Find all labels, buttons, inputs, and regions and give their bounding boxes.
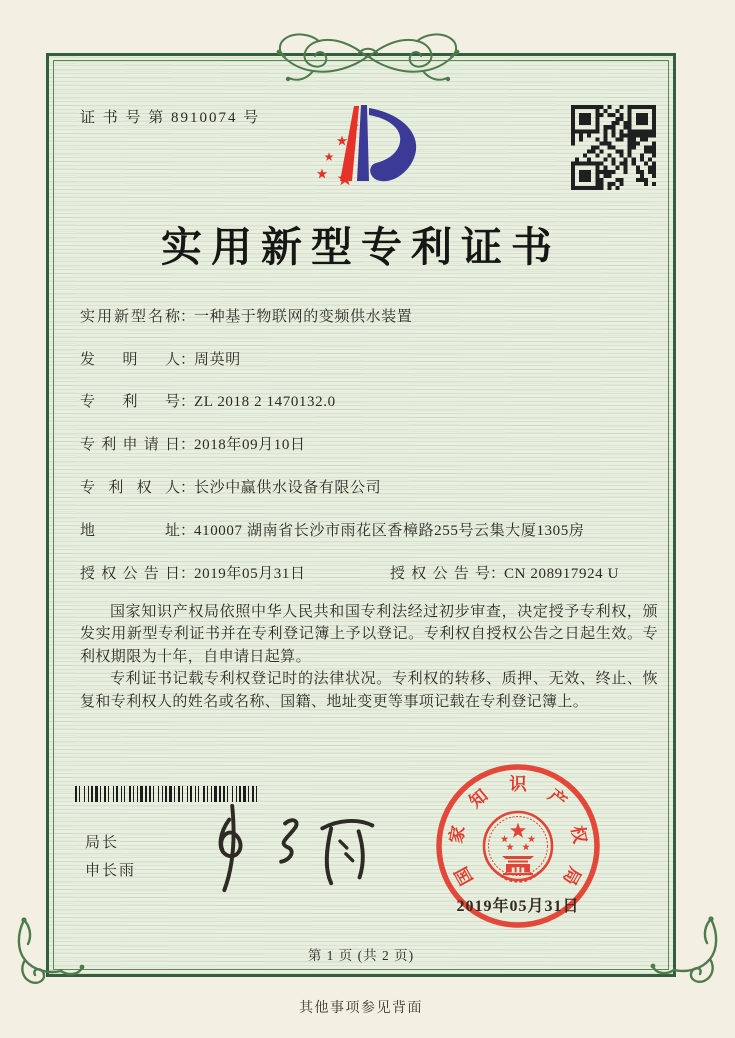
field-value: 周英明 bbox=[194, 352, 241, 368]
svg-text:产: 产 bbox=[544, 784, 571, 812]
field-row-invention-name bbox=[80, 305, 412, 326]
top-center-flourish-ornament bbox=[258, 27, 478, 85]
field-colon: ： bbox=[180, 437, 196, 453]
certificate-title: 实用新型专利证书 bbox=[161, 224, 561, 270]
field-label: 发明人 bbox=[80, 352, 180, 368]
field-colon: ： bbox=[180, 352, 196, 368]
legal-paragraph-1: 国家知识产权局依照中华人民共和国专利法经过初步审查，决定授予专利权，颁发实用新型专利证书并在专利登记簿上予以登记。专利权自授权公告之日起生效。专利权期限为十年，自申请日起算。 bbox=[80, 604, 658, 665]
seal-date: 2019年05月31日 bbox=[456, 898, 580, 915]
svg-text:家: 家 bbox=[445, 824, 469, 845]
certificate-number: 证 书 号 第 8910074 号 bbox=[80, 110, 261, 126]
grant-number-value: CN 208917924 U bbox=[504, 566, 620, 582]
page-indicator: 第 1 页 (共 2 页) bbox=[307, 948, 415, 963]
field-row-patent-number bbox=[80, 390, 336, 411]
grant-date-value: 2019年05月31日 bbox=[194, 566, 306, 582]
svg-text:国: 国 bbox=[450, 863, 477, 889]
handwritten-signature bbox=[192, 797, 388, 897]
field-colon: ： bbox=[180, 523, 196, 539]
field-label: 专利权人 bbox=[80, 480, 180, 496]
signer-name: 申长雨 bbox=[85, 863, 137, 879]
qr-code bbox=[571, 105, 656, 190]
svg-text:知: 知 bbox=[465, 784, 492, 812]
field-value: 2018年09月10日 bbox=[194, 437, 306, 453]
grant-date-label: 授权公告日 bbox=[80, 566, 180, 582]
svg-text:权: 权 bbox=[567, 824, 591, 845]
national-emblem bbox=[484, 812, 552, 881]
field-colon: ： bbox=[180, 309, 196, 325]
field-value: ZL 2018 2 1470132.0 bbox=[194, 394, 336, 410]
field-colon: ： bbox=[180, 394, 196, 410]
field-value: 410007 湖南省长沙市雨花区香樟路255号云集大厦1305房 bbox=[194, 523, 585, 539]
field-value: 长沙中赢供水设备有限公司 bbox=[194, 480, 382, 496]
field-label: 实用新型名称 bbox=[80, 309, 180, 325]
field-label: 专利申请日 bbox=[80, 437, 180, 453]
legal-body-text bbox=[80, 601, 658, 713]
field-row-filing-date bbox=[80, 433, 306, 454]
field-row-patentee bbox=[80, 476, 381, 497]
legal-paragraph-2: 专利证书记载专利权登记时的法律状况。专利权的转移、质押、无效、终止、恢复和专利权人的姓名或名称、国籍、地址变更等事项记载在专利登记簿上。 bbox=[80, 671, 658, 710]
field-row-address bbox=[80, 519, 584, 540]
field-label: 地址 bbox=[80, 523, 180, 539]
field-colon: ： bbox=[180, 480, 196, 496]
grant-number-label: 授权公告号 bbox=[390, 566, 490, 582]
field-value: 一种基于物联网的变频供水装置 bbox=[194, 309, 413, 325]
field-label: 专利号 bbox=[80, 394, 180, 410]
field-row-grant: 授权公告日：2019年05月31日 授权公告号：CN 208917924 U bbox=[80, 562, 658, 583]
back-side-note: 其他事项参见背面 bbox=[299, 1001, 423, 1016]
svg-text:识: 识 bbox=[509, 774, 527, 794]
svg-text:局: 局 bbox=[559, 863, 586, 889]
signer-title: 局长 bbox=[85, 835, 120, 851]
field-row-inventor bbox=[80, 348, 241, 369]
cnipa-patent-logo-icon bbox=[299, 95, 439, 203]
